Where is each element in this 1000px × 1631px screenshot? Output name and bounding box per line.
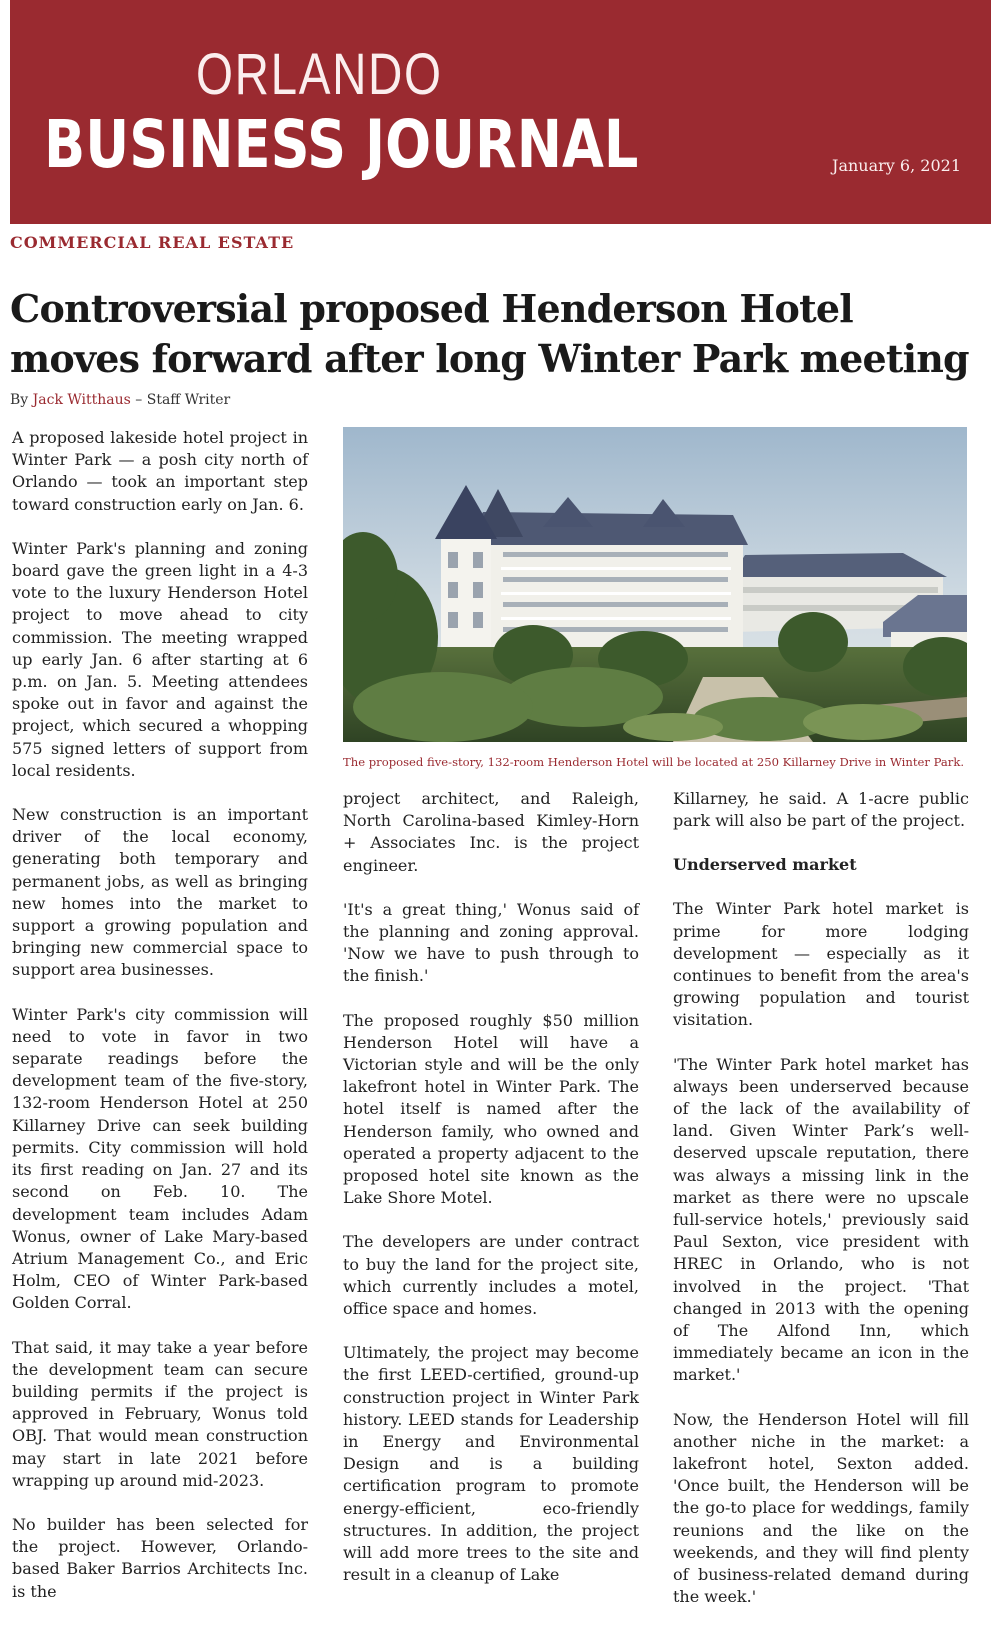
masthead-city: ORLANDO	[196, 42, 443, 107]
article-headline: Controversial proposed Henderson Hotel moves forward after long Winter Park meeting	[10, 286, 969, 381]
article-column-2	[343, 788, 639, 1609]
masthead	[10, 0, 991, 224]
subheading: Underserved market	[673, 855, 857, 875]
paragraph: project architect, and Raleigh, North Carolina-based Kimley-Horn + Associates Inc. is the project engineer.	[343, 789, 639, 875]
article-column-1	[12, 427, 308, 1625]
paragraph: 'The Winter Park hotel market has always been underserved because of the lack of the availability of land. Given Winter Park’s well-deserved upscale reputation, there was always a missing link in the market as there were no upscale full-service hotels,' previously said Paul Sexton, vice president with HREC in Orlando, who is not involved in the project. 'That changed in 2013 with the opening of The Alfond Inn, which immediately became an icon in the market.'	[673, 1054, 969, 1385]
hotel-rendering-illustration	[343, 427, 967, 742]
hotel-rendering-image	[343, 427, 967, 742]
issue-date: January 6, 2021	[832, 156, 961, 175]
paragraph: Winter Park's city commission will need to vote in favor in two separate readings before the development team of the five-story, 132-room Henderson Hotel at 250 Killarney Drive can seek building permits. City commission will hold its first reading on Jan. 27 and its second on Feb. 10. The development team includes Adam Wonus, owner of Lake Mary-based Atrium Management Co., and Eric Holm, CEO of Winter Park-based Golden Corral.	[12, 1004, 308, 1313]
paragraph: Winter Park's planning and zoning board gave the green light in a 4-3 vote to the luxury Henderson Hotel project to move ahead to city commission. The meeting wrapped up early Jan. 6 after starting at 6 p.m. on Jan. 5. Meeting attendees spoke out in favor and against the project, which secured a whopping 575 signed letters of support from local residents.	[12, 538, 308, 780]
photo-caption: The proposed five-story, 132-room Henderson Hotel will be located at 250 Killarney Drive in Winter Park.	[343, 755, 965, 769]
article-column-3	[673, 788, 969, 1631]
paragraph: Now, the Henderson Hotel will fill another niche in the market: a lakefront hotel, Sexton added. 'Once built, the Henderson will be the go-to place for weddings, family reunions and the like on the weekends, and they will find plenty of business-related demand during the week.'	[673, 1409, 969, 1607]
paragraph: No builder has been selected for the project. However, Orlando-based Baker Barrios Architects Inc. is the	[12, 1514, 308, 1601]
paragraph: Killarney, he said. A 1-acre public park will also be part of the project.	[673, 789, 969, 831]
paragraph: The proposed roughly $50 million Henderson Hotel will have a Victorian style and will be the only lakefront hotel in Winter Park. The hotel itself is named after the Henderson family, who owned and operated a property adjacent to the proposed hotel site known as the Lake Shore Motel.	[343, 1010, 639, 1208]
paragraph: New construction is an important driver of the local economy, generating both temporary and permanent jobs, as well as bringing new homes into the market to support a growing population and bringing new commercial space to support area businesses.	[12, 805, 308, 980]
masthead-title: BUSINESS JOURNAL	[44, 106, 639, 183]
byline-prefix: By	[10, 392, 33, 408]
paragraph: A proposed lakeside hotel project in Winter Park — a posh city north of Orlando — took an important step toward construction early on Jan. 6.	[12, 428, 308, 514]
paragraph: That said, it may take a year before the development team can secure building permits if the project is approved in February, Wonus told OBJ. That would mean construction may start in late 2021 before wrapping up around mid-2023.	[12, 1337, 308, 1490]
author-role: – Staff Writer	[130, 392, 231, 408]
paragraph: The developers are under contract to buy the land for the project site, which currently includes a motel, office space and homes.	[343, 1232, 639, 1319]
byline	[10, 392, 230, 408]
paragraph: 'It's a great thing,' Wonus said of the planning and zoning approval. 'Now we have to push through to the finish.'	[343, 899, 639, 986]
author-name: Jack Witthaus	[32, 392, 131, 408]
section-label: COMMERCIAL REAL ESTATE	[10, 233, 295, 252]
paragraph: Ultimately, the project may become the first LEED-certified, ground-up construction project in Winter Park history. LEED stands for Leadership in Energy and Environmental Design and is a building certification program to promote energy-efficient, eco-friendly structures. In addition, the project will add more trees to the site and result in a cleanup of Lake	[343, 1343, 639, 1585]
paragraph: The Winter Park hotel market is prime for more lodging development — especially as it continues to benefit from the area's growing population and tourist visitation.	[673, 899, 969, 1030]
